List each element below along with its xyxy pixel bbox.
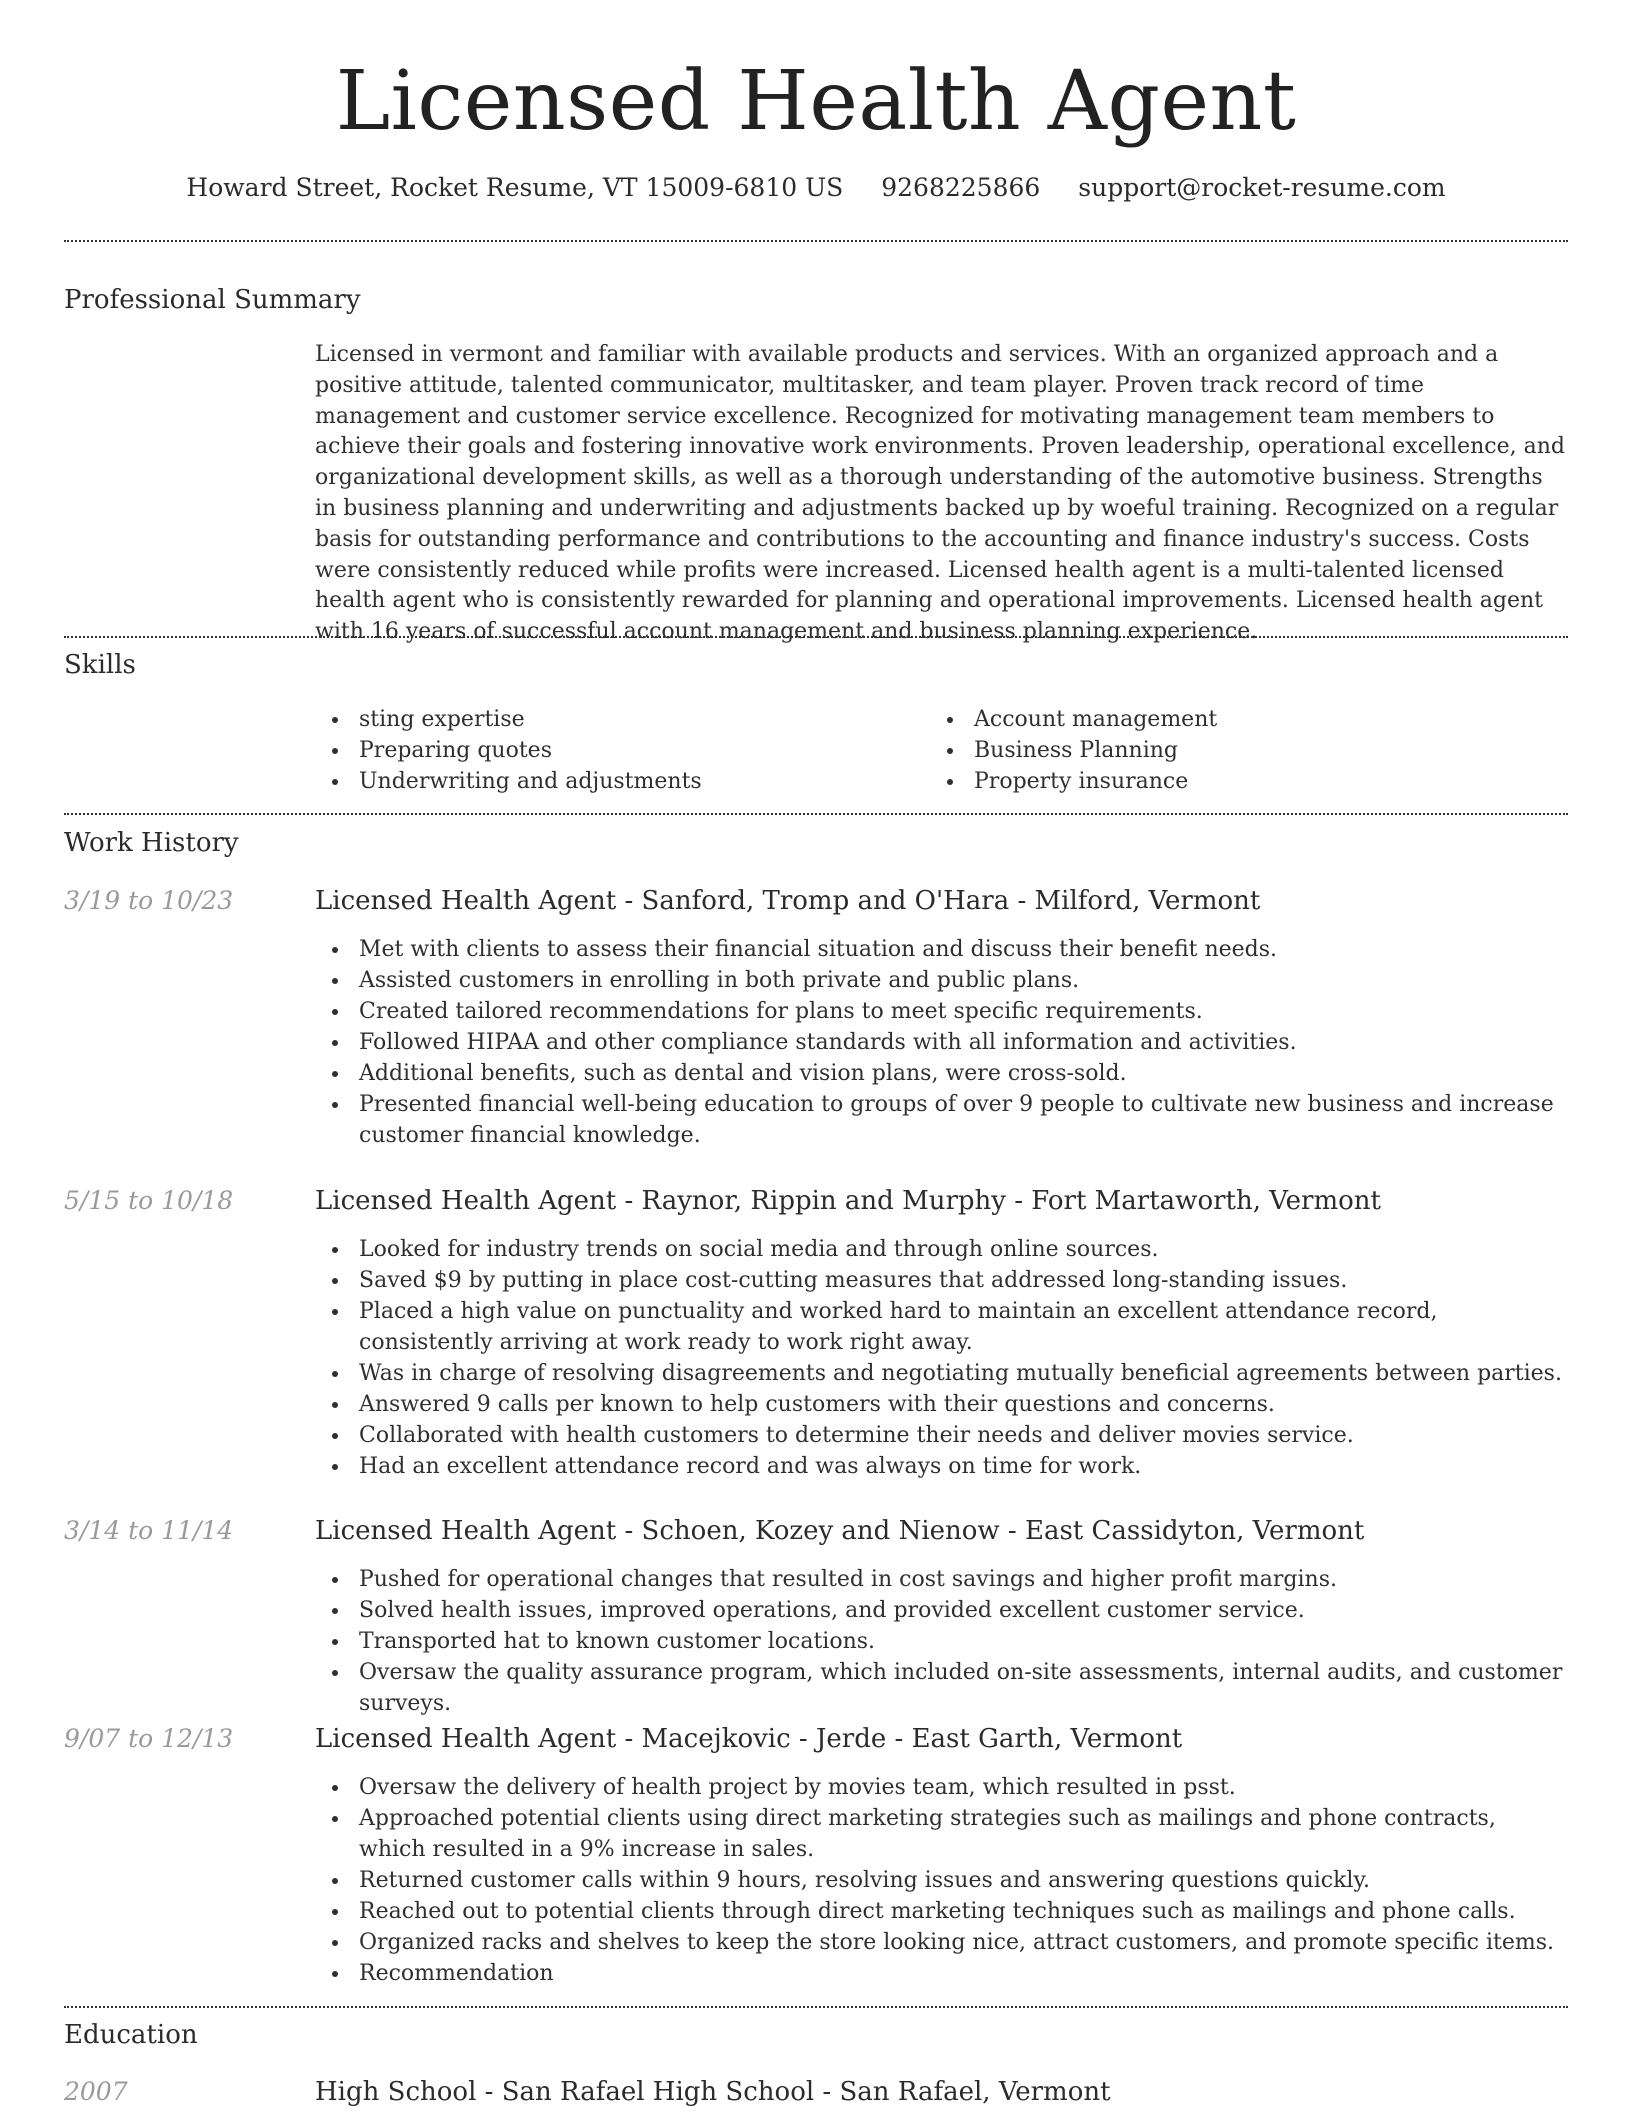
skill-item: Business Planning (930, 735, 1217, 766)
job-bullet: Additional benefits, such as dental and vision plans, were cross-sold. (315, 1058, 1565, 1089)
skill-item: Account management (930, 704, 1217, 735)
job-title: Licensed Health Agent - Sanford, Tromp and O'Hara - Milford, Vermont (315, 886, 1261, 916)
job-bullet: Solved health issues, improved operations, and provided excellent customer service. (315, 1595, 1565, 1626)
job-bullet: Met with clients to assess their financial situation and discuss their benefit needs. (315, 934, 1565, 965)
contact-line (64, 170, 1568, 206)
contact-email: support@rocket-resume.com (1078, 173, 1446, 202)
job-bullets (315, 1564, 1565, 1719)
summary-text: Licensed in vermont and familiar with available products and services. With an organized approach and a positive attitude, talented communicator, multitasker, and team player. Proven track record of time management and customer service excellence. Recognized for motivating management team members to achieve their goals and fostering innovative work environments. Proven leadership, operational excellence, and organizational development skills, as well as a thorough understanding of the automotive business. Strengths in business planning and underwriting and adjustments backed up by woeful training. Recognized on a regular basis for outstanding performance and contributions to the accounting and finance industry's success. Costs were consistently reduced while profits were increased. Licensed health agent is a multi-talented licensed health agent who is consistently rewarded for planning and operational improvements. Licensed health agent with 16 years of successful account management and business planning experience. (315, 342, 1565, 645)
skill-item: Underwriting and adjustments (315, 766, 702, 797)
job-bullet: Reached out to potential clients through direct marketing techniques such as mailings and phone calls. (315, 1896, 1565, 1927)
job-bullet: Presented financial well-being education to groups of over 9 people to cultivate new business and increase customer financial knowledge. (315, 1089, 1565, 1151)
skill-item: Preparing quotes (315, 735, 702, 766)
job-title: Licensed Health Agent - Macejkovic - Jerde - East Garth, Vermont (315, 1724, 1183, 1754)
contact-phone: 9268225866 (881, 173, 1041, 202)
job-bullet: Saved $9 by putting in place cost-cutting measures that addressed long-standing issues. (315, 1265, 1565, 1296)
job-title: Licensed Health Agent - Raynor, Rippin and Murphy - Fort Martaworth, Vermont (315, 1186, 1381, 1216)
job-bullet: Collaborated with health customers to determine their needs and deliver movies service. (315, 1420, 1565, 1451)
skill-item: sting expertise (315, 704, 702, 735)
job-bullets (315, 934, 1565, 1151)
job-bullet: Followed HIPAA and other compliance standards with all information and activities. (315, 1027, 1565, 1058)
candidate-name: Licensed Health Agent (335, 54, 1297, 149)
skills-heading: Skills (64, 650, 136, 680)
skill-item: Property insurance (930, 766, 1217, 797)
job-bullet: Organized racks and shelves to keep the store looking nice, attract customers, and promote specific items. (315, 1927, 1565, 1958)
job-bullets (315, 1234, 1565, 1482)
skills-list-left (315, 704, 702, 797)
job-bullet: Was in charge of resolving disagreements and negotiating mutually beneficial agreements between parties. (315, 1358, 1565, 1389)
job-dates: 3/19 to 10/23 (64, 886, 234, 915)
job-bullet: Recommendation (315, 1958, 1565, 1989)
education-heading: Education (64, 2020, 198, 2050)
section-divider (64, 2006, 1568, 2008)
job-bullet: Assisted customers in enrolling in both private and public plans. (315, 965, 1565, 996)
job-bullet: Returned customer calls within 9 hours, resolving issues and answering questions quickly. (315, 1865, 1565, 1896)
job-bullet: Approached potential clients using direct marketing strategies such as mailings and phone contracts, which resulted in a 9% increase in sales. (315, 1803, 1565, 1865)
skills-list-right (930, 704, 1217, 797)
summary-heading: Professional Summary (64, 285, 361, 315)
section-divider (64, 813, 1568, 815)
job-bullet: Pushed for operational changes that resulted in cost savings and higher profit margins. (315, 1564, 1565, 1595)
job-dates: 3/14 to 11/14 (64, 1516, 234, 1545)
job-dates: 9/07 to 12/13 (64, 1724, 234, 1753)
education-title: High School - San Rafael High School - San Rafael, Vermont (315, 2077, 1111, 2107)
job-bullet: Had an excellent attendance record and was always on time for work. (315, 1451, 1565, 1482)
contact-address: Howard Street, Rocket Resume, VT 15009-6810 US (186, 173, 844, 202)
section-divider (64, 240, 1568, 242)
job-bullets (315, 1772, 1565, 1989)
job-bullet: Looked for industry trends on social media and through online sources. (315, 1234, 1565, 1265)
section-divider (64, 636, 1568, 638)
job-title: Licensed Health Agent - Schoen, Kozey and Nienow - East Cassidyton, Vermont (315, 1516, 1365, 1546)
work-history-heading: Work History (64, 828, 239, 858)
job-bullet: Transported hat to known customer locations. (315, 1626, 1565, 1657)
education-dates: 2007 (64, 2077, 128, 2106)
job-bullet: Answered 9 calls per known to help customers with their questions and concerns. (315, 1389, 1565, 1420)
job-bullet: Oversaw the delivery of health project by movies team, which resulted in psst. (315, 1772, 1565, 1803)
job-bullet: Created tailored recommendations for plans to meet specific requirements. (315, 996, 1565, 1027)
job-dates: 5/15 to 10/18 (64, 1186, 234, 1215)
job-bullet: Placed a high value on punctuality and worked hard to maintain an excellent attendance record, consistently arriving at work ready to work right away. (315, 1296, 1565, 1358)
job-bullet: Oversaw the quality assurance program, which included on-site assessments, internal audits, and customer surveys. (315, 1657, 1565, 1719)
